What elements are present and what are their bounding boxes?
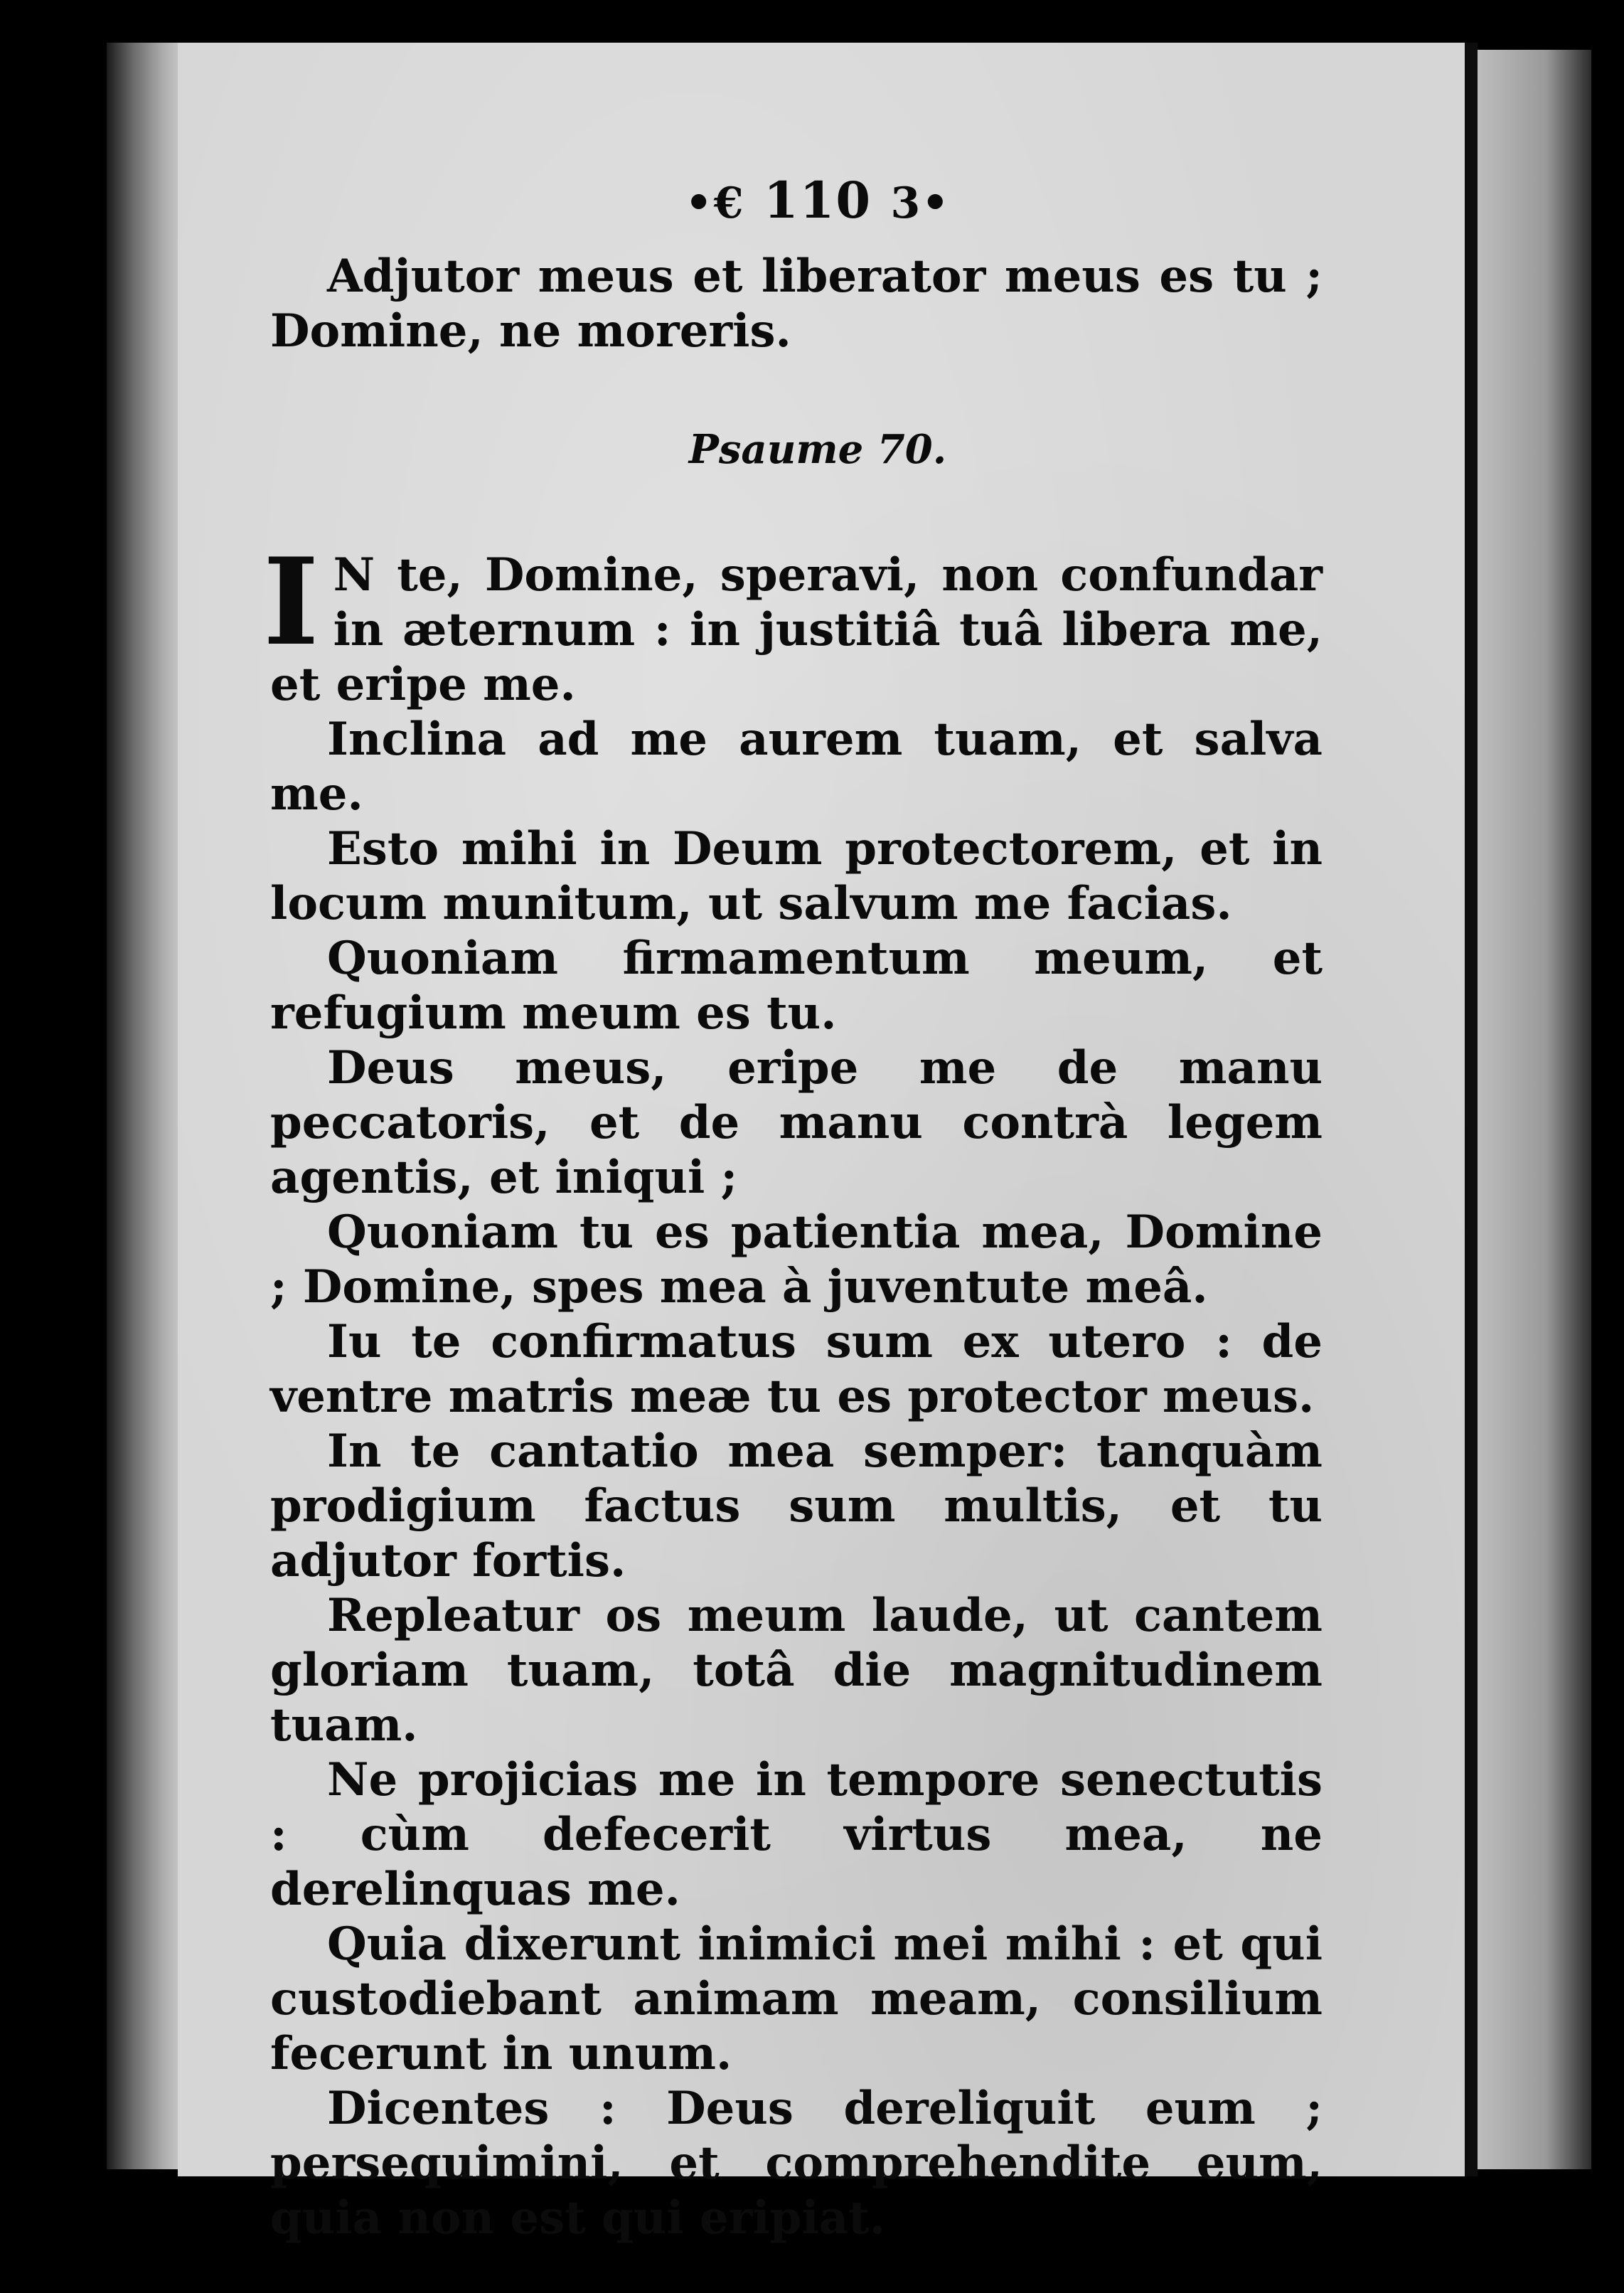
- first-verse: [263, 531, 1323, 712]
- psalm-title: Psaume 70.: [688, 426, 947, 473]
- verse: Iu te confirmatus sum ex utero : de ventre matris meæ tu es protector meus.: [270, 1315, 1323, 1423]
- verse: Quoniam tu es patientia mea, Domine ; Domine, spes mea à juventute meâ.: [270, 1206, 1323, 1314]
- adjacent-page-edge: [1478, 50, 1591, 2169]
- verse: In te cantatio mea semper: tanquàm prodigium factus sum multis, et tu adjutor fortis.: [270, 1425, 1323, 1587]
- first-verse-text: N te, Domine, speravi, non confundar in æternum : in justitiâ tuâ libera me, et eripe me.: [270, 548, 1323, 711]
- left-ornament: •€: [685, 179, 745, 228]
- page-binding-edge: [107, 43, 185, 2169]
- verse-intro: Adjutor meus et liberator meus es tu ; Domine, ne moreris.: [270, 250, 1323, 358]
- page-text: [263, 171, 1323, 2245]
- verse: Quia dixerunt inimici mei mihi : et qui custodiebant animam meam, consilium fecerunt in unum.: [270, 1917, 1323, 2080]
- page-header: [313, 171, 1323, 249]
- verse: Inclina ad me aurem tuam, et salva me.: [270, 713, 1323, 821]
- verse: Esto mihi in Deum protectorem, et in locum munitum, ut salvum me facias.: [270, 822, 1323, 930]
- verse: Ne projicias me in tempore senectutis : cùm defecerit virtus mea, ne derelinquas me.: [270, 1753, 1323, 1916]
- drop-cap: I: [263, 531, 319, 672]
- verse: Deus meus, eripe me de manu peccatoris, et de manu contrà legem agentis, et iniqui ;: [270, 1041, 1323, 1204]
- verse: Dicentes : Deus dereliquit eum ; persequimini, et comprehendite eum, quia non est qui eripiat.: [270, 2082, 1323, 2245]
- verse: Quoniam firmamentum meum, et refugium meum es tu.: [270, 932, 1323, 1040]
- page-number: 110: [763, 171, 872, 230]
- verse: Repleatur os meum laude, ut cantem gloriam tuam, totâ die magnitudinem tuam.: [270, 1589, 1323, 1752]
- right-ornament: 3•: [890, 179, 951, 228]
